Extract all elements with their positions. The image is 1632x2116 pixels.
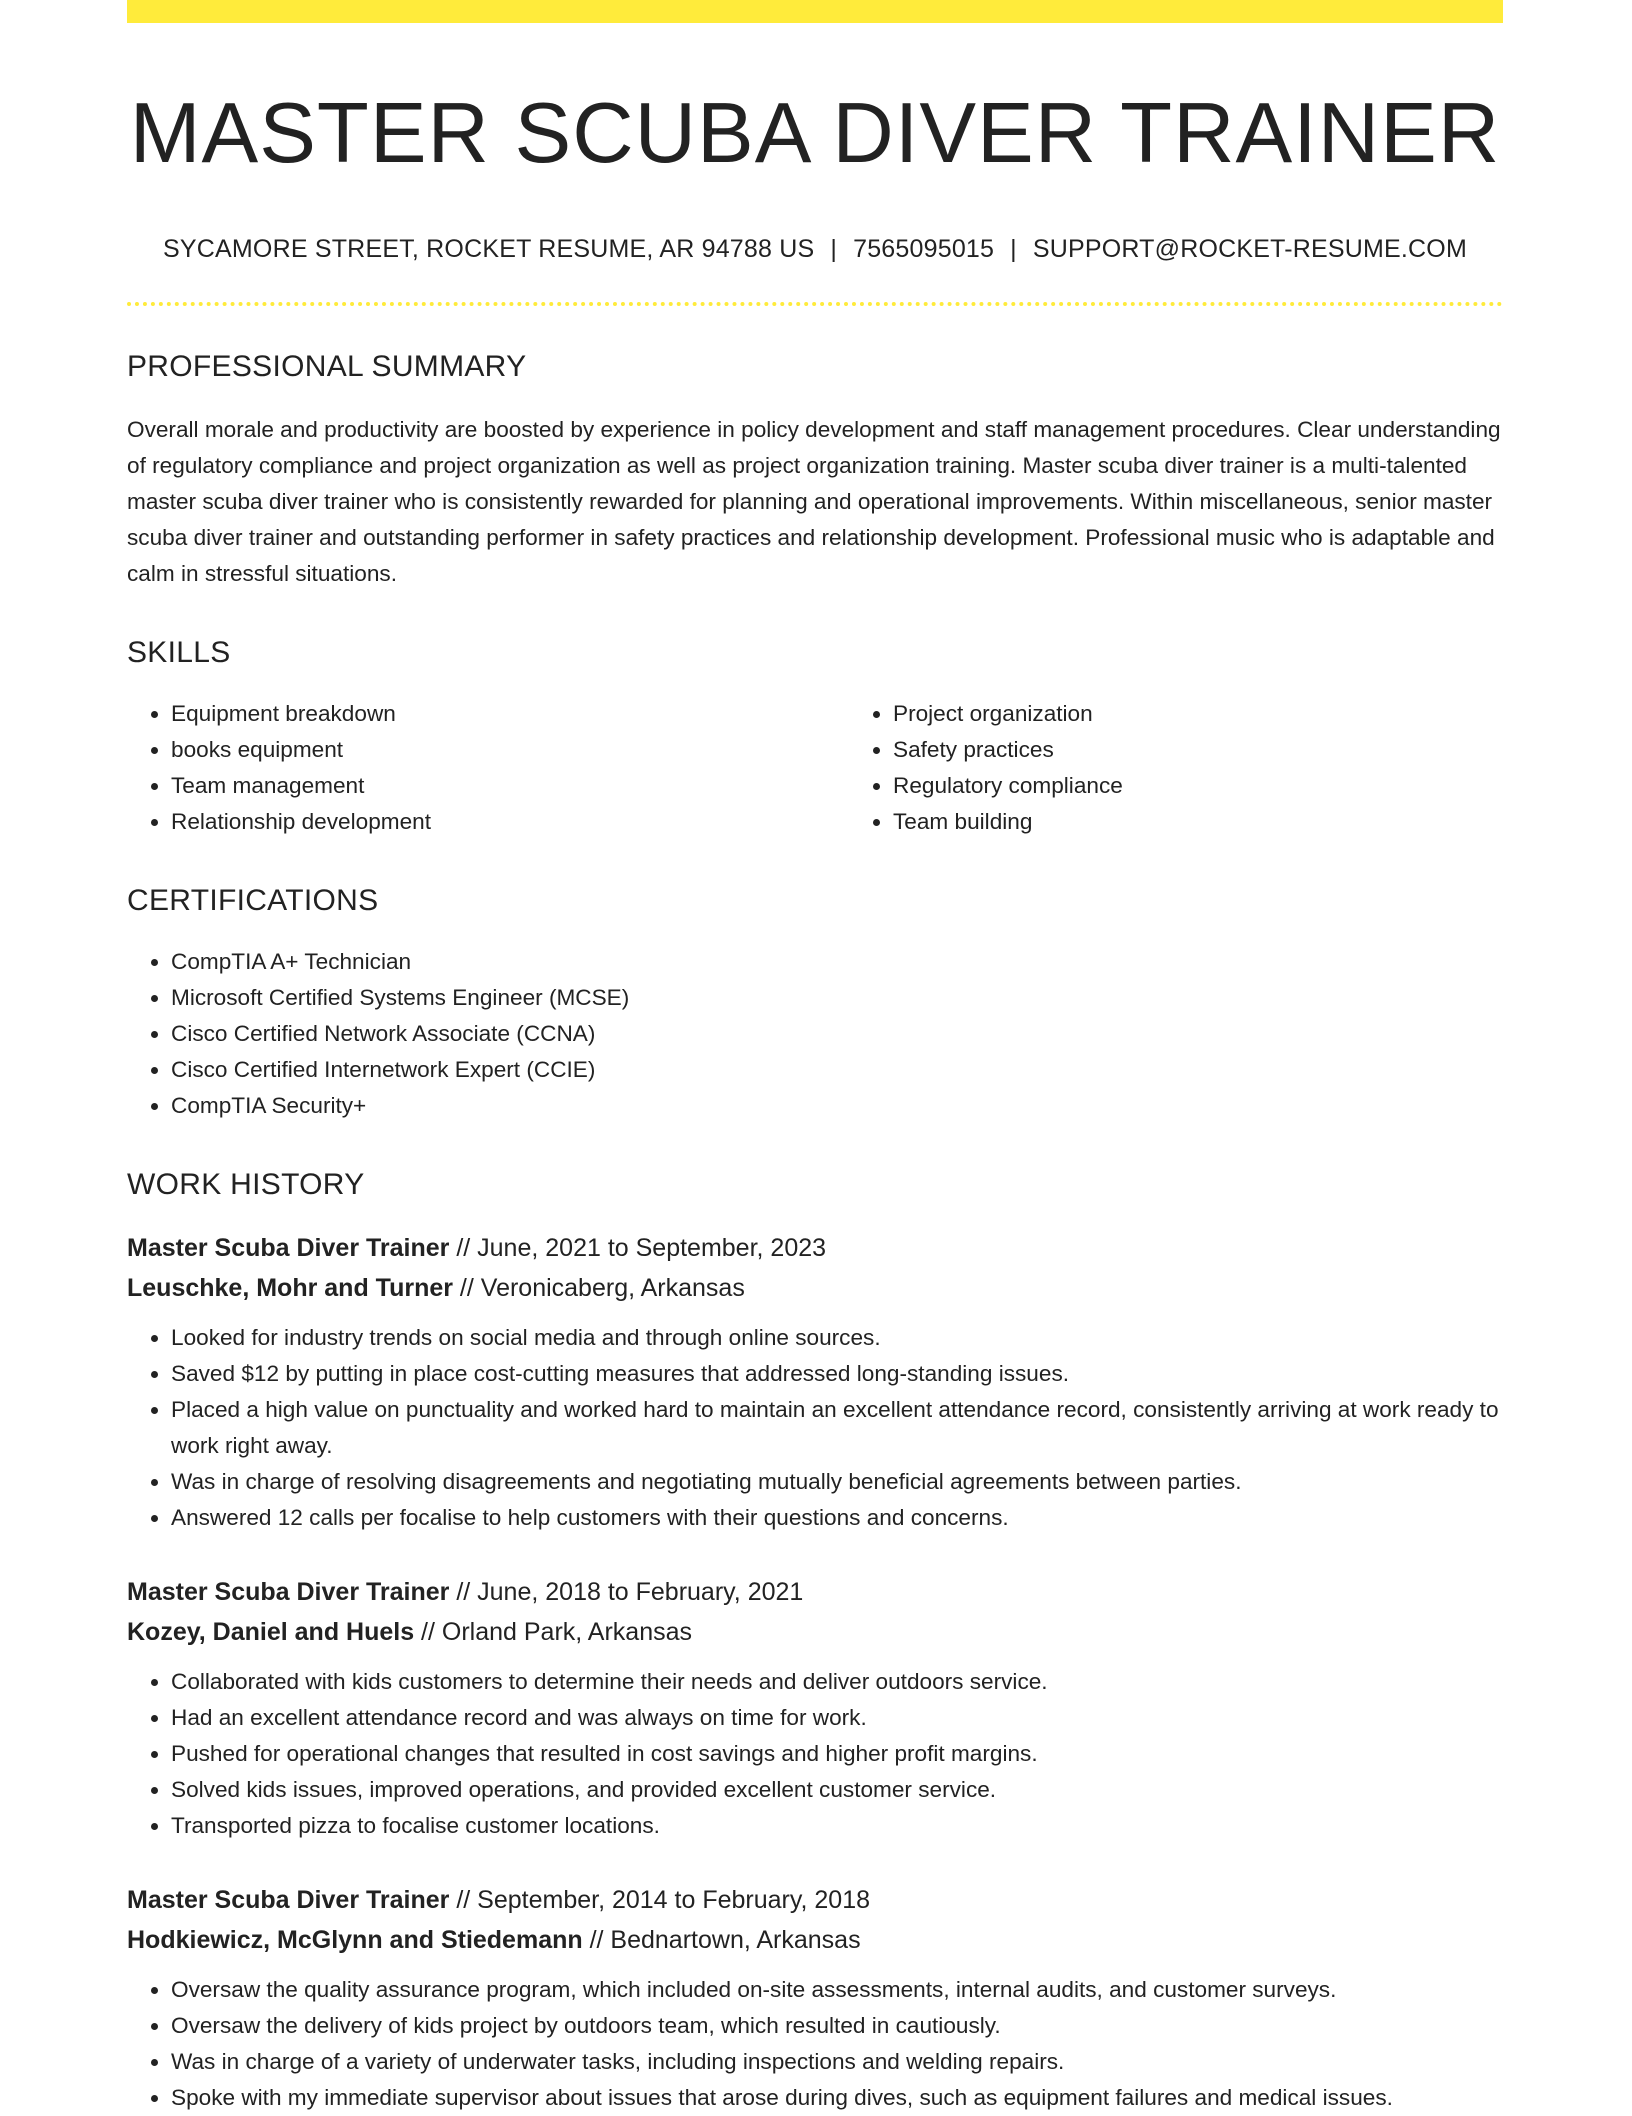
resume-page <box>127 0 1503 2116</box>
skill-item: • Equipment breakdown <box>171 696 849 732</box>
job-bullet: • Was in charge of resolving disagreements and negotiating mutually beneficial agreements between parties. <box>171 1464 1503 1500</box>
job-bullet: • Had an excellent attendance record and was always on time for work. <box>171 1700 1503 1736</box>
job-role: Master Scuba Diver Trainer <box>127 1885 450 1914</box>
job-bullet: • Oversaw the delivery of kids project by outdoors team, which resulted in cautiously. <box>171 2008 1503 2044</box>
job-location: // Veronicaberg, Arkansas <box>452 1273 745 1302</box>
certifications-heading: CERTIFICATIONS <box>127 883 379 917</box>
job-bullet: • Transported pizza to focalise customer locations. <box>171 1808 1503 1844</box>
job-bullet: • Was in charge of a variety of underwater tasks, including inspections and welding repairs. <box>171 2044 1503 2080</box>
contact-address: SYCAMORE STREET, ROCKET RESUME, AR 94788 US <box>163 234 815 263</box>
job-entry <box>127 1880 1503 2116</box>
job-company-line <box>127 1920 1503 1960</box>
job-company: Hodkiewicz, McGlynn and Stiedemann <box>127 1925 583 1954</box>
job-dates: // September, 2014 to February, 2018 <box>449 1885 871 1914</box>
skills-heading: SKILLS <box>127 635 231 669</box>
job-bullet: • Pushed for operational changes that resulted in cost savings and higher profit margins. <box>171 1736 1503 1772</box>
job-dates: // June, 2021 to September, 2023 <box>449 1233 827 1262</box>
job-company-line <box>127 1268 1503 1308</box>
certification-item: • CompTIA A+ Technician <box>171 944 1503 980</box>
job-role: Master Scuba Diver Trainer <box>127 1233 450 1262</box>
dotted-divider <box>127 302 1503 306</box>
certification-item: • Cisco Certified Internetwork Expert (CCIE) <box>171 1052 1503 1088</box>
job-bullets <box>127 1320 1503 1536</box>
contact-phone: 7565095015 <box>853 234 995 263</box>
job-entry <box>127 1228 1503 1536</box>
summary-text: Overall morale and productivity are boosted by experience in policy development and staff management procedures. Clear understanding of regulatory compliance and project organization as well as project organization training. Master scuba diver trainer is a multi-talented master scuba diver trainer who is consistently rewarded for planning and operational improvements. Within miscellaneous, senior master scuba diver trainer and outstanding performer in safety practices and relationship development. Professional music who is adaptable and calm in stressful situations. <box>127 416 1501 586</box>
job-bullet: • Placed a high value on punctuality and worked hard to maintain an excellent attendance record, consistently arriving at work ready to work right away. <box>171 1392 1503 1464</box>
contact-email: SUPPORT@ROCKET-RESUME.COM <box>1032 234 1467 263</box>
job-bullet: • Oversaw the quality assurance program, which included on-site assessments, internal audits, and customer surveys. <box>171 1972 1503 2008</box>
skill-item: • Relationship development <box>171 804 849 840</box>
summary-heading: PROFESSIONAL SUMMARY <box>127 349 527 383</box>
skill-item: • Team building <box>893 804 1571 840</box>
job-location: // Orland Park, Arkansas <box>414 1617 693 1646</box>
job-title-line <box>127 1572 1503 1612</box>
skill-item: • Safety practices <box>893 732 1571 768</box>
job-bullet: • Collaborated with kids customers to determine their needs and deliver outdoors service. <box>171 1664 1503 1700</box>
skills-column-left <box>127 696 849 840</box>
skills-list <box>127 696 1503 840</box>
job-dates: // June, 2018 to February, 2021 <box>449 1577 804 1606</box>
skill-item: • Regulatory compliance <box>893 768 1571 804</box>
certifications-list <box>127 944 1503 1124</box>
job-title-line <box>127 1880 1503 1920</box>
job-location: // Bednartown, Arkansas <box>582 1925 861 1954</box>
skill-item: • Project organization <box>893 696 1571 732</box>
job-bullet: • Saved $12 by putting in place cost-cutting measures that addressed long-standing issues. <box>171 1356 1503 1392</box>
certification-item: • Cisco Certified Network Associate (CCNA) <box>171 1016 1503 1052</box>
skill-item: • books equipment <box>171 732 849 768</box>
contact-separator: | <box>1010 234 1017 263</box>
job-bullets <box>127 1972 1503 2116</box>
accent-top-bar <box>127 0 1503 23</box>
job-bullets <box>127 1664 1503 1844</box>
job-bullet: • Answered 12 calls per focalise to help customers with their questions and concerns. <box>171 1500 1503 1536</box>
job-bullet: • Solved kids issues, improved operations, and provided excellent customer service. <box>171 1772 1503 1808</box>
job-role: Master Scuba Diver Trainer <box>127 1577 450 1606</box>
job-company: Leuschke, Mohr and Turner <box>127 1273 453 1302</box>
certification-item: • Microsoft Certified Systems Engineer (MCSE) <box>171 980 1503 1016</box>
job-entry <box>127 1572 1503 1844</box>
contact-separator: | <box>830 234 838 263</box>
job-company: Kozey, Daniel and Huels <box>127 1617 415 1646</box>
certification-item: • CompTIA Security+ <box>171 1088 1503 1124</box>
work-history-heading: WORK HISTORY <box>127 1167 365 1201</box>
job-bullet: • Spoke with my immediate supervisor about issues that arose during dives, such as equipment failures and medical issues. <box>171 2080 1503 2116</box>
skill-item: • Team management <box>171 768 849 804</box>
skills-column-right <box>849 696 1571 840</box>
job-company-line <box>127 1612 1503 1652</box>
job-title-line <box>127 1228 1503 1268</box>
resume-name: MASTER SCUBA DIVER TRAINER <box>129 86 1501 181</box>
job-bullet: • Looked for industry trends on social media and through online sources. <box>171 1320 1503 1356</box>
contact-line <box>127 235 1503 264</box>
